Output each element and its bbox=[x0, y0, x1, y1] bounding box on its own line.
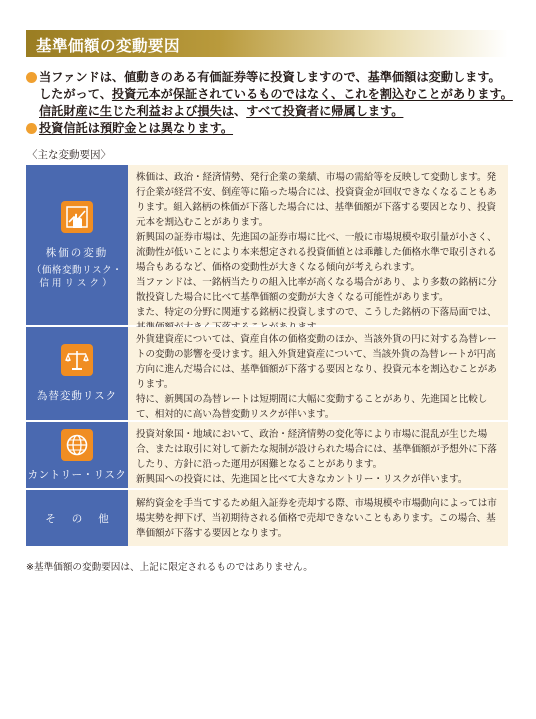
risk-label: カントリー・リスク bbox=[27, 468, 127, 481]
note-text: 、 bbox=[234, 104, 247, 118]
risk-description bbox=[128, 422, 508, 488]
risk-paragraph: 新興国への投資には、先進国と比べて大きなカントリー・リスクが伴います。 bbox=[136, 474, 468, 485]
section-title: 基準価額の変動要因 bbox=[36, 37, 181, 55]
note-text-underlined: すべて投資者に帰属します。 bbox=[246, 104, 404, 118]
risk-description bbox=[128, 165, 508, 325]
risk-label-cell bbox=[26, 490, 128, 546]
note-line bbox=[26, 69, 516, 86]
risk-description bbox=[128, 490, 508, 546]
risk-row-country bbox=[26, 422, 508, 490]
bullet-dot-icon bbox=[26, 72, 37, 83]
section-header bbox=[26, 30, 508, 57]
risk-factors-table bbox=[26, 165, 508, 546]
risk-row-other bbox=[26, 490, 508, 546]
note-line bbox=[26, 103, 516, 120]
globe-icon bbox=[61, 429, 93, 461]
risk-paragraph: また、特定の分野に関連する銘柄に投資しますので、こうした銘柄の下落局面では、 bbox=[136, 307, 497, 318]
risk-paragraph: 特に、新興国の為替レートは短期間に大幅に変動することがあり、先進国と比較して、相対的に高い為替変動リスクが伴います。 bbox=[136, 394, 488, 420]
note-text-underlined: 投資元本が保証されているものではなく、これを割込むことがあります。 bbox=[111, 87, 513, 101]
risk-row-stock-price bbox=[26, 165, 508, 327]
risk-paragraph: 解約資金を手当てするため組入証券を売却する際、市場規模や市場動向によっては市場実勢を押下げ、当初期待される価格で売却できないこともあります。この場合、基準価額が下落する要因となります。 bbox=[136, 498, 497, 539]
risk-description bbox=[128, 327, 508, 420]
note-text: 当ファンドは、値動きのある有価証券等に投資しますので、基準価額は変動します。 bbox=[39, 70, 501, 84]
risk-paragraph: 当ファンドは、一銘柄当たりの組入比率が高くなる場合があり、より多数の銘柄に分散投資した場合に比べて基準価額の変動が大きくなる可能性があります。 bbox=[136, 277, 497, 303]
note-line bbox=[26, 120, 516, 137]
table-caption: 〈主な変動要因〉 bbox=[27, 149, 111, 161]
risk-sublabel bbox=[32, 264, 123, 290]
risk-paragraph: 外貨建資産については、資産自体の価格変動のほか、当該外貨の円に対する為替レートの変動の影響を受けます。組入外貨建資産について、当該外貨の為替レートが円高方向に進んだ場合には、基準価額が下落する要因となり、投資元本を割込むことがあります。 bbox=[136, 334, 497, 390]
risk-paragraph: 株価は、政治・経済情勢、発行企業の業績、市場の需給等を反映して変動します。発行企業が経営不安、倒産等に陥った場合には、投資資金が回収できなくなることもあります。組入銘柄の株価が下落した場合には、基準価額が下落する要因となり、投資元本を割込むことがあります。 bbox=[136, 172, 497, 228]
bullet-dot-icon bbox=[26, 123, 37, 134]
risk-sublabel-line: 信用リスク） bbox=[39, 277, 115, 289]
risk-row-fx bbox=[26, 327, 508, 422]
note-text-underlined: 投資信託は預貯金とは異なります。 bbox=[39, 121, 234, 135]
risk-label: その他 bbox=[45, 512, 125, 525]
risk-sublabel-line: （価格変動リスク・ bbox=[31, 264, 123, 276]
risk-paragraph: 投資対象国・地域において、政治・経済情勢の変化等により市場に混乱が生じた場合、または取引に対して新たな規制が設けられた場合には、基準価額が予想外に下落したり、方針に沿った運用が困難となることがあります。 bbox=[136, 429, 497, 470]
risk-label: 為替変動リスク bbox=[36, 390, 118, 402]
key-notes bbox=[26, 69, 516, 137]
risk-label-cell bbox=[26, 327, 128, 420]
note-text-underlined: 信託財産に生じた利益および損失は bbox=[39, 104, 234, 118]
note-text-wrap bbox=[39, 86, 513, 103]
chart-hand-icon bbox=[61, 201, 93, 233]
risk-label: 株価の変動 bbox=[45, 246, 109, 259]
risk-label-cell bbox=[26, 165, 128, 325]
risk-label-cell bbox=[26, 422, 128, 488]
balance-scale-icon bbox=[61, 344, 93, 376]
risk-paragraph: 新興国の証券市場は、先進国の証券市場に比べ、一般に市場規模や取引量が小さく、流動性が低いことにより本来想定される投資価値とは乖離した価格水準で取引される場合もあるなど、価格の変動性が大きくなる傾向が考えられます。 bbox=[136, 232, 497, 273]
note-text-wrap bbox=[39, 103, 403, 120]
note-line bbox=[26, 86, 516, 103]
footnote: ※基準価額の変動要因は、上記に限定されるものではありません。 bbox=[26, 562, 313, 573]
note-text: したがって、 bbox=[39, 87, 112, 101]
